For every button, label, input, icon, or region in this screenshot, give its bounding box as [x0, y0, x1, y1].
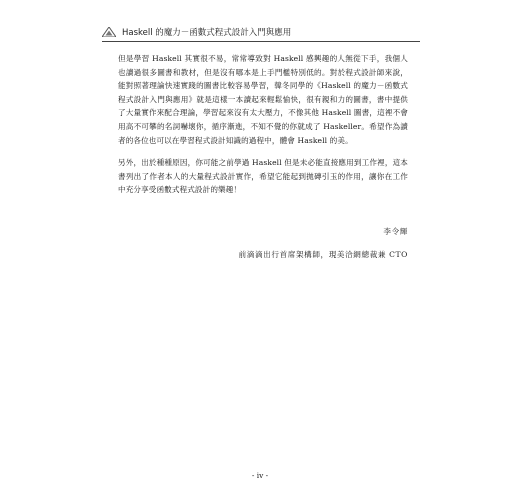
signature-name: 李令輝 — [383, 227, 408, 236]
running-header — [102, 24, 420, 40]
header-title: Haskell 的魔力－函數式程式設計入門與應用 — [122, 28, 292, 38]
paragraph: 但是學習 Haskell 其實很不易，常常導致對 Haskell 感興趣的人無從下手，我個人也讀過很多圖書和教材，但是沒有哪本是上手門檻特別低的。對於程式設計師來說，能對照著理論快速實踐的圖書比較容易學習，韓冬同學的《Haskell 的魔力－函數式程式設計入門與應用》就是這樣一本讀起來輕鬆愉快，很有親和力的圖書，書中提供了大量實作來配合理論，學習起來沒有太大壓力，不像其他 Haskell 圖書，這裡不會用高不可攀的名詞嚇壞你，循序漸進，不知不覺的你就成了 Haskeller。希望作為讀者的各位也可以在學習程式設計知識的過程中，體會 Haskell 的美。 — [118, 54, 408, 145]
header-divider — [102, 41, 420, 42]
body-text — [118, 52, 408, 206]
publisher-logo-icon — [102, 27, 116, 37]
paragraph: 另外，出於種種原因，你可能之前學過 Haskell 但是未必能直接應用到工作裡，這本書列出了作者本人的大量程式設計實作，希望它能起到拋磚引玉的作用，讓你在工作中充分享受函數式程式設計的樂趣！ — [118, 158, 408, 195]
page-number: - iv - — [251, 471, 269, 480]
signature-title: 前滴滴出行首席架構師，現美洽網總裁兼 CTO — [238, 250, 408, 259]
